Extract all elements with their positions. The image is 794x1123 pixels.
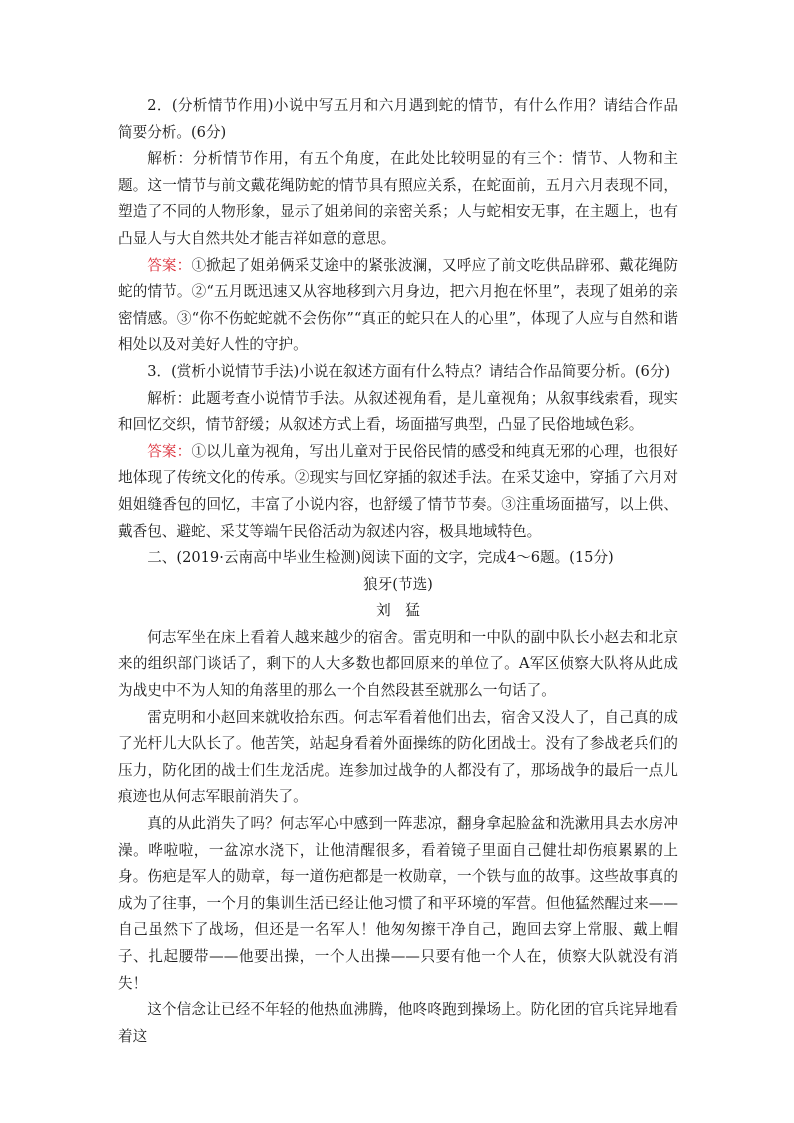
passage-paragraph: 何志军坐在床上看着人越来越少的宿舍。雷克明和一中队的副中队长小赵去和北京来的组织部门谈话了，剩下的人大多数也都回原来的单位了。A军区侦察大队将从此成为战史中不为人知的角落里的那么一个自然段甚至就那么一句话了。: [118, 628, 678, 700]
passage-title: 狼牙(节选): [363, 575, 433, 593]
answer-2: [118, 253, 678, 359]
answer-label: 答案：: [147, 256, 192, 274]
answer-3: [118, 439, 678, 545]
answer-2-text: ①掀起了姐弟俩采艾途中的紧张波澜，又呼应了前文吃供品辟邪、戴花绳防蛇的情节。②“五月既迅速又从容地移到六月身边，把六月抱在怀里”，表现了姐弟的亲密情感。③“你不伤蛇蛇就不会伤你”“真正的蛇只在人的心里”，体现了人应与自然和谐相处以及对美好人性的守护。: [118, 256, 678, 354]
analysis-2: 解析：分析情节作用，有五个角度，在此处比较明显的有三个：情节、人物和主题。这一情节与前文戴花绳防蛇的情节具有照应关系，在蛇面前，五月六月表现不同，塑造了不同的人物形象，显示了姐弟间的亲密关系；人与蛇相安无事，在主题上，也有凸显人与大自然共处才能吉祥如意的意思。: [118, 150, 678, 247]
passage-paragraph: 雷克明和小赵回来就收拾东西。何志军看着他们出去，宿舍又没人了，自己真的成了光杆儿大队长了。他苦笑，站起身看着外面操练的防化团战士。没有了参战老兵们的压力，防化团的战士们生龙活虎。连参加过战争的人都没有了，那场战争的最后一点儿痕迹也从何志军眼前消失了。: [118, 708, 678, 806]
passage-author: 刘 猛: [376, 602, 420, 620]
question-3: 3．(赏析小说情节手法)小说在叙述方面有什么特点？请结合作品简要分析。(6分): [147, 362, 671, 380]
document-page: [118, 93, 678, 1050]
question-2: 2．(分析情节作用)小说中写五月和六月遇到蛇的情节，有什么作用？请结合作品简要分析。(6分): [118, 97, 678, 141]
answer-label: 答案：: [147, 442, 192, 460]
analysis-3: 解析：此题考查小说情节手法。从叙述视角看，是儿童视角；从叙事线索看，现实和回忆交织，情节舒缓；从叙述方式上看，场面描写典型，凸显了民俗地域色彩。: [118, 389, 678, 434]
section-heading: 二、(2019·云南高中毕业生检测)阅读下面的文字，完成4～6题。(15分): [147, 549, 614, 567]
answer-3-text: ①以儿童为视角，写出儿童对于民俗民情的感受和纯真无邪的心理，也很好地体现了传统文化的传承。②现实与回忆穿插的叙述手法。在采艾途中，穿插了六月对姐姐缝香包的回忆，丰富了小说内容，也舒缓了情节节奏。③注重场面描写，以上供、戴香包、避蛇、采艾等端午民俗活动为叙述内容，极具地域特色。: [118, 442, 678, 540]
passage-paragraph: 这个信念让已经不年轻的他热血沸腾，他咚咚跑到操场上。防化团的官兵诧异地看着这: [118, 1001, 678, 1045]
passage-paragraph: 真的从此消失了吗？何志军心中感到一阵悲凉，翻身拿起脸盆和洗漱用具去水房冲澡。哗啦啦，一盆凉水浇下，让他清醒很多，看着镜子里面自己健壮却伤痕累累的上身。伤疤是军人的勋章，每一道伤疤都是一枚勋章，一个铁与血的故事。这些故事真的成为了往事，一个月的集训生活已经让他习惯了和平环境的军营。但他猛然醒过来——自己虽然下了战场，但还是一名军人！他匆匆擦干净自己，跑回去穿上常服、戴上帽子、扎起腰带——他要出操，一个人出操——只要有他一个人在，侦察大队就没有消失！: [118, 815, 678, 992]
